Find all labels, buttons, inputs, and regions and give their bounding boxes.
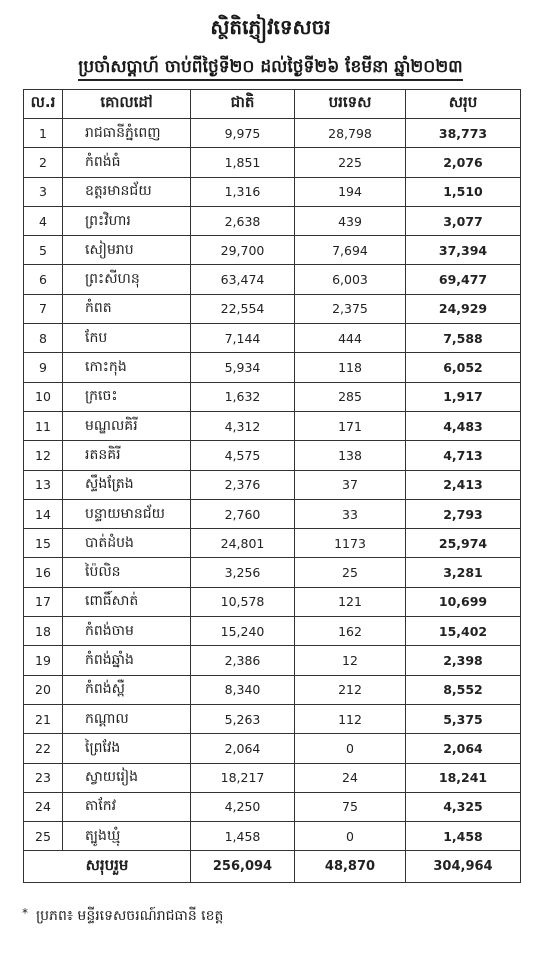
domestic-count: 2,386 [191, 646, 295, 675]
destination-name: រាជធានីភ្នំពេញ [63, 119, 191, 148]
total-count: 4,713 [406, 441, 521, 470]
foreign-count: 0 [295, 822, 406, 851]
domestic-count: 4,250 [191, 792, 295, 821]
destination-name: ត្បូងឃ្មុំ [63, 822, 191, 851]
total-count: 2,793 [406, 499, 521, 528]
source-note [22, 906, 223, 927]
summary-domestic: 256,094 [191, 851, 295, 883]
destination-name: ស្ទឹងត្រែង [63, 470, 191, 499]
foreign-count: 28,798 [295, 119, 406, 148]
domestic-count: 4,312 [191, 411, 295, 440]
domestic-count: 22,554 [191, 294, 295, 323]
row-number: 23 [24, 763, 63, 792]
row-number: 16 [24, 558, 63, 587]
table-row [24, 646, 521, 675]
summary-label: សរុបរួម [24, 851, 191, 883]
total-count: 7,588 [406, 324, 521, 353]
destination-name: ព្រៃវែង [63, 734, 191, 763]
table-row [24, 734, 521, 763]
domestic-count: 24,801 [191, 529, 295, 558]
foreign-count: 162 [295, 617, 406, 646]
total-count: 8,552 [406, 675, 521, 704]
domestic-count: 15,240 [191, 617, 295, 646]
row-number: 25 [24, 822, 63, 851]
foreign-count: 75 [295, 792, 406, 821]
domestic-count: 9,975 [191, 119, 295, 148]
row-number: 22 [24, 734, 63, 763]
foreign-count: 285 [295, 382, 406, 411]
destination-name: បន្ទាយមានជ័យ [63, 499, 191, 528]
row-number: 20 [24, 675, 63, 704]
total-count: 4,483 [406, 411, 521, 440]
row-number: 19 [24, 646, 63, 675]
column-header-total: សរុប [406, 90, 521, 119]
total-count: 2,064 [406, 734, 521, 763]
page-title: ស្ថិតិភ្ញៀវទេសចរ [210, 15, 331, 39]
foreign-count: 112 [295, 704, 406, 733]
summary-row [24, 851, 521, 883]
total-count: 3,077 [406, 206, 521, 235]
domestic-count: 63,474 [191, 265, 295, 294]
foreign-count: 6,003 [295, 265, 406, 294]
source-text: ប្រភព៖ មន្ទីរទេសចរណ៍រាជធានី ខេត្ត [36, 908, 224, 924]
destination-name: ពោធិ៍សាត់ [63, 587, 191, 616]
row-number: 18 [24, 617, 63, 646]
row-number: 17 [24, 587, 63, 616]
foreign-count: 24 [295, 763, 406, 792]
domestic-count: 4,575 [191, 441, 295, 470]
table-row [24, 558, 521, 587]
destination-name: ប៉ៃលិន [63, 558, 191, 587]
foreign-count: 194 [295, 177, 406, 206]
domestic-count: 3,256 [191, 558, 295, 587]
table-row [24, 822, 521, 851]
foreign-count: 225 [295, 148, 406, 177]
total-count: 1,458 [406, 822, 521, 851]
table-row [24, 148, 521, 177]
destination-name: មណ្ឌលគិរី [63, 411, 191, 440]
row-number: 10 [24, 382, 63, 411]
table-row [24, 587, 521, 616]
row-number: 11 [24, 411, 63, 440]
table-row [24, 294, 521, 323]
destination-name: ព្រះវិហារ [63, 206, 191, 235]
table-row [24, 411, 521, 440]
table-row [24, 353, 521, 382]
destination-name: តាកែវ [63, 792, 191, 821]
table-row [24, 763, 521, 792]
domestic-count: 5,263 [191, 704, 295, 733]
table-row [24, 236, 521, 265]
foreign-count: 12 [295, 646, 406, 675]
summary-foreign: 48,870 [295, 851, 406, 883]
domestic-count: 1,458 [191, 822, 295, 851]
table-row [24, 265, 521, 294]
row-number: 5 [24, 236, 63, 265]
row-number: 1 [24, 119, 63, 148]
total-count: 69,477 [406, 265, 521, 294]
destination-name: កំពង់ឆ្នាំង [63, 646, 191, 675]
domestic-count: 2,376 [191, 470, 295, 499]
foreign-count: 171 [295, 411, 406, 440]
table-row [24, 529, 521, 558]
total-count: 38,773 [406, 119, 521, 148]
destination-name: ឧត្តរមានជ័យ [63, 177, 191, 206]
footnote-marker: * [22, 906, 28, 920]
row-number: 2 [24, 148, 63, 177]
total-count: 2,413 [406, 470, 521, 499]
row-number: 21 [24, 704, 63, 733]
row-number: 8 [24, 324, 63, 353]
table-row [24, 792, 521, 821]
destination-name: កំពង់ចាម [63, 617, 191, 646]
table-row [24, 704, 521, 733]
column-header-domestic: ជាតិ [191, 90, 295, 119]
domestic-count: 1,851 [191, 148, 295, 177]
row-number: 4 [24, 206, 63, 235]
table-row [24, 382, 521, 411]
destination-name: កំពង់ធំ [63, 148, 191, 177]
total-count: 18,241 [406, 763, 521, 792]
column-header-destination: គោលដៅ [63, 90, 191, 119]
domestic-count: 10,578 [191, 587, 295, 616]
domestic-count: 7,144 [191, 324, 295, 353]
column-header-number: ល.រ [24, 90, 63, 119]
row-number: 15 [24, 529, 63, 558]
foreign-count: 439 [295, 206, 406, 235]
domestic-count: 1,316 [191, 177, 295, 206]
table-row [24, 177, 521, 206]
row-number: 13 [24, 470, 63, 499]
total-count: 2,076 [406, 148, 521, 177]
destination-name: កែប [63, 324, 191, 353]
domestic-count: 18,217 [191, 763, 295, 792]
total-count: 5,375 [406, 704, 521, 733]
domestic-count: 2,760 [191, 499, 295, 528]
total-count: 1,917 [406, 382, 521, 411]
total-count: 24,929 [406, 294, 521, 323]
total-count: 37,394 [406, 236, 521, 265]
foreign-count: 25 [295, 558, 406, 587]
foreign-count: 118 [295, 353, 406, 382]
destination-name: កំពង់ស្ពឺ [63, 675, 191, 704]
total-count: 1,510 [406, 177, 521, 206]
foreign-count: 33 [295, 499, 406, 528]
total-count: 6,052 [406, 353, 521, 382]
table-row [24, 470, 521, 499]
domestic-count: 2,638 [191, 206, 295, 235]
foreign-count: 2,375 [295, 294, 406, 323]
row-number: 6 [24, 265, 63, 294]
page-subtitle [0, 56, 541, 81]
destination-name: ក្រចេះ [63, 382, 191, 411]
table-row [24, 206, 521, 235]
row-number: 3 [24, 177, 63, 206]
table-row [24, 617, 521, 646]
foreign-count: 37 [295, 470, 406, 499]
table-header-row [24, 90, 521, 119]
total-count: 15,402 [406, 617, 521, 646]
row-number: 14 [24, 499, 63, 528]
total-count: 2,398 [406, 646, 521, 675]
destination-name: សៀមរាប [63, 236, 191, 265]
foreign-count: 444 [295, 324, 406, 353]
domestic-count: 2,064 [191, 734, 295, 763]
row-number: 24 [24, 792, 63, 821]
table-row [24, 324, 521, 353]
total-count: 25,974 [406, 529, 521, 558]
column-header-foreign: បរទេស [295, 90, 406, 119]
destination-name: កំពត [63, 294, 191, 323]
table-row [24, 499, 521, 528]
table-row [24, 119, 521, 148]
row-number: 7 [24, 294, 63, 323]
foreign-count: 7,694 [295, 236, 406, 265]
destination-name: រតនគិរី [63, 441, 191, 470]
destination-name: កណ្តាល [63, 704, 191, 733]
domestic-count: 5,934 [191, 353, 295, 382]
foreign-count: 212 [295, 675, 406, 704]
destination-name: ព្រះសីហនុ [63, 265, 191, 294]
subtitle-text: ប្រចាំសប្តាហ៍ ចាប់ពីថ្ងៃទី២០ ដល់ថ្ងៃទី២៦ ខែមីនា ឆ្នាំ២០២៣ [78, 57, 462, 81]
row-number: 12 [24, 441, 63, 470]
total-count: 3,281 [406, 558, 521, 587]
row-number: 9 [24, 353, 63, 382]
domestic-count: 8,340 [191, 675, 295, 704]
foreign-count: 138 [295, 441, 406, 470]
domestic-count: 1,632 [191, 382, 295, 411]
destination-name: ស្វាយរៀង [63, 763, 191, 792]
domestic-count: 29,700 [191, 236, 295, 265]
foreign-count: 1173 [295, 529, 406, 558]
foreign-count: 121 [295, 587, 406, 616]
table-row [24, 675, 521, 704]
destination-name: កោះកុង [63, 353, 191, 382]
table-row [24, 441, 521, 470]
tourist-statistics-table [23, 89, 521, 883]
destination-name: បាត់ដំបង [63, 529, 191, 558]
foreign-count: 0 [295, 734, 406, 763]
summary-total: 304,964 [406, 851, 521, 883]
total-count: 10,699 [406, 587, 521, 616]
total-count: 4,325 [406, 792, 521, 821]
